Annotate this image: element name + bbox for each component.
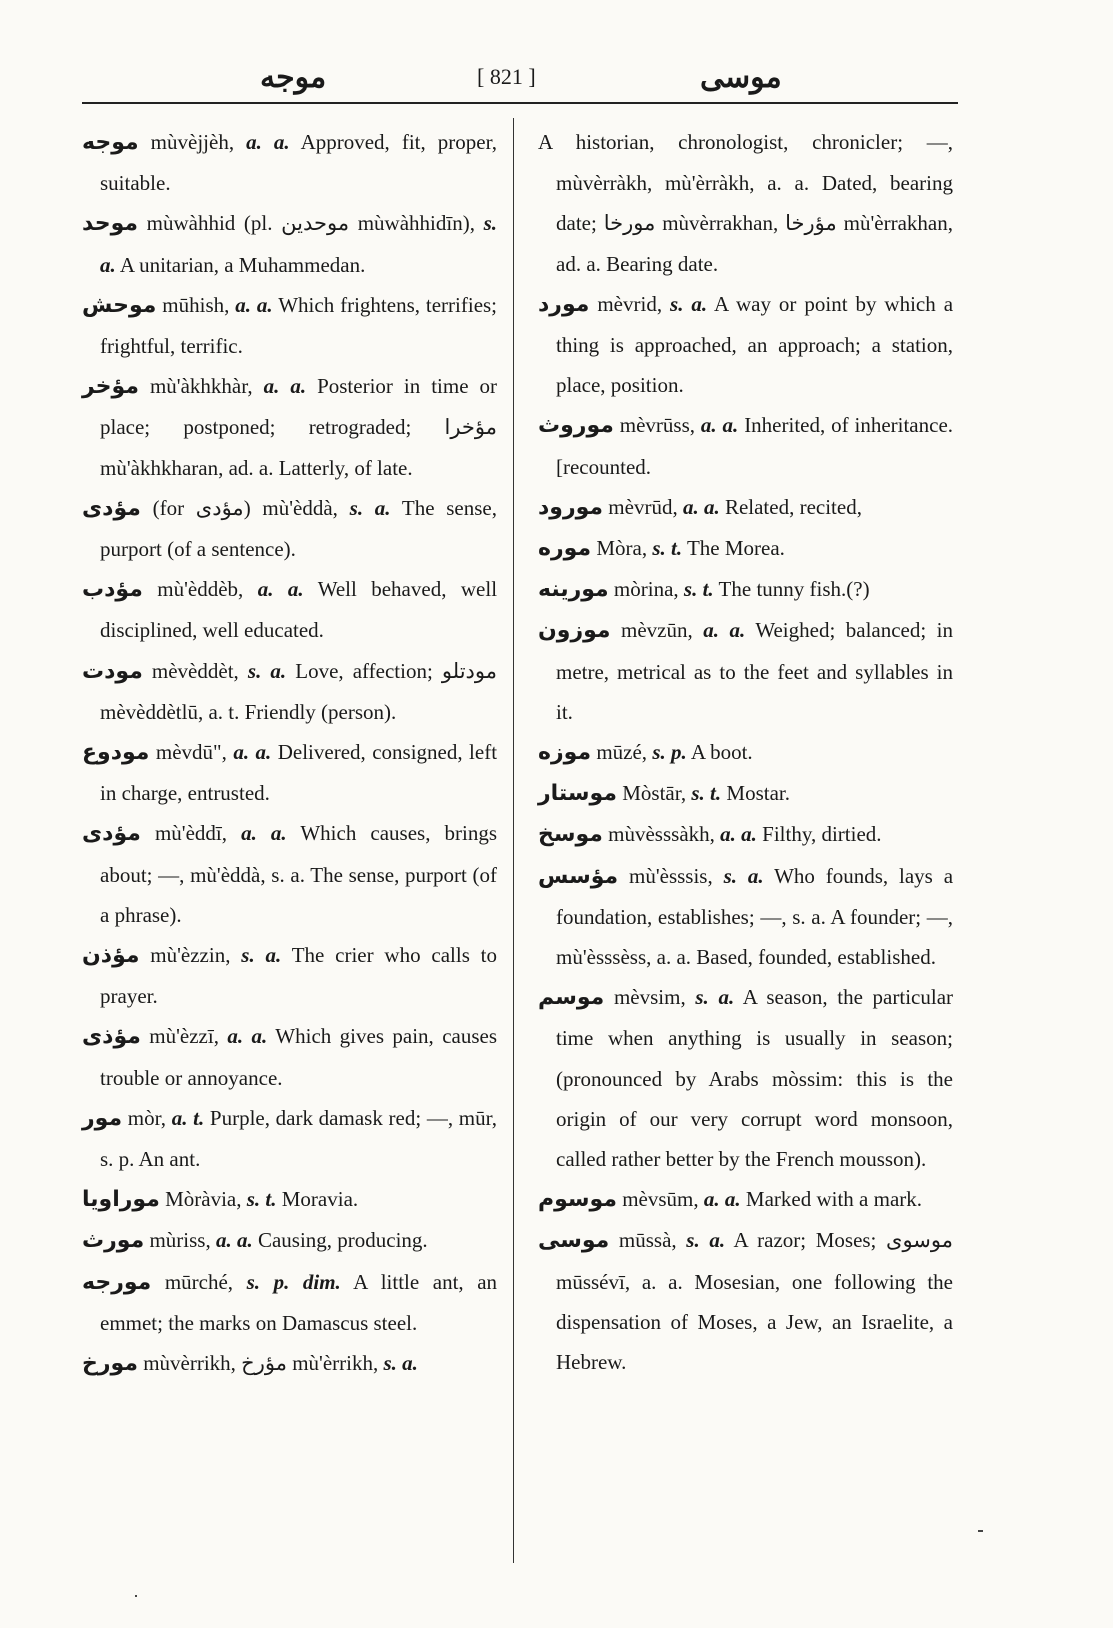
entry-transliteration: mù'àkhkhàr, <box>149 374 253 399</box>
entry-part-of-speech: a. a. <box>235 292 273 317</box>
dictionary-entry <box>82 1262 497 1343</box>
entry-part-of-speech: s. p. <box>652 740 687 765</box>
entry-transliteration: mùvèsssàkh, <box>608 822 715 847</box>
entry-part-of-speech: s. p. dim. <box>246 1269 341 1294</box>
entry-definition: Delivered, consigned, left in charge, entrusted. <box>100 740 498 806</box>
dictionary-entry <box>538 284 953 406</box>
speck <box>978 1530 983 1532</box>
entry-arabic: موسخ <box>538 822 603 848</box>
entry-part-of-speech: a. a. <box>241 821 287 846</box>
entry-arabic: مؤدب <box>82 577 143 603</box>
entry-arabic: موسى <box>538 1228 610 1254</box>
entry-part-of-speech: s. t. <box>246 1187 277 1212</box>
entry-transliteration: mù'èsssis, <box>629 863 713 888</box>
entry-definition: Which gives pain, causes trouble or annoyance. <box>100 1024 498 1090</box>
dictionary-entry <box>538 569 953 610</box>
entry-transliteration: mùvèjjèh, <box>150 130 235 154</box>
entry-definition: The sense, purport (of a sentence). <box>100 495 497 562</box>
entry-transliteration: mùvèrrikh, مؤرخ mù'èrrikh, <box>143 1351 379 1376</box>
entry-arabic: مورود <box>538 494 604 520</box>
entry-definition: A razor; Moses; موسوى mūssévī, a. a. Mosesian, one following the dispensation of Moses, a Jew, an Israelite, a Hebrew. <box>556 1228 953 1375</box>
entry-transliteration: mèvèddèt, <box>151 658 239 683</box>
entry-definition: Marked with a mark. <box>745 1187 923 1212</box>
entry-definition: Moravia. <box>281 1187 359 1212</box>
entry-definition: Approved, fit, proper, suitable. <box>100 130 498 196</box>
dictionary-entry <box>82 366 497 488</box>
entry-part-of-speech: a. a. <box>263 374 307 399</box>
entry-definition: Who founds, lays a foundation, establishes; —, s. a. A founder; —, mù'èsssèss, a. a. Based, founded, established. <box>556 863 954 970</box>
entry-transliteration: mèvrūss, <box>619 413 696 438</box>
entry-part-of-speech: a. a. <box>227 1024 268 1049</box>
entry-definition: Which causes, brings about; —, mù'èddà, s. a. The sense, purport (of a phrase). <box>100 821 498 927</box>
entry-transliteration: mù'èzzin, <box>150 943 231 968</box>
dictionary-entry <box>538 773 953 814</box>
entry-definition: Which frightens, terrifies; frightful, terrific. <box>100 292 498 359</box>
entry-arabic: موحد <box>82 211 138 237</box>
entry-arabic: مورخ <box>82 1351 138 1377</box>
dictionary-entry <box>538 122 953 284</box>
dictionary-entry <box>538 528 953 569</box>
entry-definition: A season, the particular time when anything is usually in season; (pronounced by Arabs mòssim: this is the origin of our very corrupt word monsoon, called rather better by the French mousson). <box>556 985 954 1172</box>
entry-definition: Posterior in time or place; postponed; retrograded; مؤخرا mù'àkhkharan, ad. a. Latterly, of late. <box>100 374 498 480</box>
entry-definition: The crier who calls to prayer. <box>100 943 498 1009</box>
entry-transliteration: mèvdū", <box>155 740 227 765</box>
entry-transliteration: mùriss, <box>149 1228 211 1253</box>
entry-arabic: موروث <box>538 413 614 439</box>
dictionary-entry <box>538 814 953 855</box>
entry-transliteration: mòr, <box>127 1105 167 1130</box>
dictionary-entry <box>82 813 497 935</box>
entry-arabic: موزه <box>538 740 592 766</box>
entry-definition: Weighed; balanced; in metre, metrical as to the feet and syllables in it. <box>556 618 954 724</box>
entry-part-of-speech: a. a. <box>703 1187 741 1212</box>
entry-arabic: موره <box>538 536 592 562</box>
entry-transliteration: mèvsim, <box>613 985 686 1010</box>
entry-transliteration: mùwàhhid (pl. موحدين mùwàhhidīn), <box>146 211 475 236</box>
entry-arabic: مؤدى <box>82 495 141 521</box>
entry-arabic: مؤدى <box>82 821 141 847</box>
dictionary-entry <box>82 935 497 1016</box>
dictionary-entry <box>82 569 497 650</box>
entry-arabic: مودت <box>82 658 143 684</box>
entry-part-of-speech: s. a. <box>349 495 391 520</box>
entry-transliteration: Mòstār, <box>622 781 687 806</box>
entry-part-of-speech: s. a. <box>100 211 498 277</box>
entry-arabic: مودوع <box>82 740 150 766</box>
entry-part-of-speech: s. a. <box>383 1351 418 1376</box>
entry-arabic: مؤسس <box>538 863 619 889</box>
entry-definition: Mostar. <box>726 781 790 806</box>
dictionary-entry <box>538 487 953 528</box>
entry-definition: A historian, chronologist, chronicler; —, mùvèrràkh, mù'èrràkh, a. a. Dated, bearing date; مورخا mùvèrrakhan, مؤرخا mù'èrrakhan, ad. a. Bearing date. <box>538 130 953 276</box>
entry-definition: Love, affection; مودتلو mèvèddètlū, a. t. Friendly (person). <box>100 658 498 724</box>
entry-transliteration: mù'èzzī, <box>149 1024 219 1049</box>
entry-arabic: مؤخر <box>82 374 139 400</box>
dictionary-entry <box>82 488 497 569</box>
dictionary-entry <box>538 1220 953 1382</box>
entry-definition: The Morea. <box>686 536 785 561</box>
left-running-head: موجه <box>260 61 327 94</box>
entry-transliteration: mù'èddī, <box>154 821 227 846</box>
entry-part-of-speech: a. a. <box>682 494 720 519</box>
entry-transliteration: Mòràvia, <box>165 1187 242 1212</box>
entry-part-of-speech: s. a. <box>670 291 708 316</box>
entry-arabic: موحش <box>82 292 157 318</box>
entry-part-of-speech: a. a. <box>215 1228 253 1253</box>
entry-arabic: مورث <box>82 1228 145 1254</box>
entry-arabic: مؤذن <box>82 943 140 969</box>
dictionary-entry <box>538 856 953 978</box>
dictionary-entry <box>538 977 953 1179</box>
entry-transliteration: mūssà, <box>618 1228 677 1253</box>
entry-arabic: موراويا <box>82 1187 160 1213</box>
dictionary-entry <box>82 1016 497 1097</box>
right-column <box>538 122 953 1382</box>
left-column <box>82 122 497 1384</box>
entry-definition: Causing, producing. <box>257 1228 428 1253</box>
entry-part-of-speech: s. t. <box>691 781 722 806</box>
entry-definition: A little ant, an emmet; the marks on Damascus steel. <box>100 1269 498 1335</box>
dictionary-entry <box>82 651 497 732</box>
entry-transliteration: mòrina, <box>613 577 679 602</box>
dictionary-entry <box>538 405 953 486</box>
dictionary-entry <box>538 1179 953 1220</box>
entry-transliteration: mūrché, <box>164 1269 234 1294</box>
speck <box>135 1595 137 1597</box>
entry-transliteration: mù'èddèb, <box>157 577 244 602</box>
entry-part-of-speech: a. a. <box>257 577 304 602</box>
entry-definition: Related, recited, <box>724 494 862 519</box>
entry-arabic: موسم <box>538 985 605 1011</box>
entry-part-of-speech: a. t. <box>171 1105 205 1130</box>
right-running-head: موسى <box>700 61 782 94</box>
entry-transliteration: mèvrid, <box>597 291 663 316</box>
dictionary-entry <box>82 1098 497 1179</box>
dictionary-entry <box>82 1220 497 1261</box>
entry-part-of-speech: s. a. <box>686 1228 726 1253</box>
entry-part-of-speech: s. a. <box>247 658 287 683</box>
dictionary-entry <box>82 732 497 813</box>
entry-part-of-speech: a. a. <box>720 822 757 847</box>
dictionary-entry <box>538 610 953 732</box>
entry-part-of-speech: a. a. <box>703 618 746 643</box>
entry-transliteration: mèvrūd, <box>608 494 678 519</box>
dictionary-entry <box>538 732 953 773</box>
dictionary-entry <box>82 1343 497 1384</box>
entry-part-of-speech: a. a. <box>233 740 272 765</box>
entry-definition: Inherited, of inheritance. [recounted. <box>556 413 954 479</box>
entry-part-of-speech: s. t. <box>652 536 683 561</box>
entry-arabic: مورد <box>538 291 590 317</box>
entry-arabic: موجه <box>82 130 139 155</box>
entry-part-of-speech: s. t. <box>683 577 714 602</box>
entry-arabic: مورينه <box>538 577 609 603</box>
page-header <box>82 58 958 104</box>
entry-part-of-speech: a. a. <box>246 130 290 154</box>
dictionary-entry <box>82 122 497 203</box>
entry-arabic: مور <box>82 1105 123 1131</box>
entry-part-of-speech: s. a. <box>241 943 282 968</box>
dictionary-entry <box>82 1179 497 1220</box>
entry-definition: A boot. <box>690 740 753 765</box>
dictionary-entry <box>82 203 497 284</box>
entry-part-of-speech: a. a. <box>700 413 739 438</box>
dictionary-entry <box>82 285 497 366</box>
entry-arabic: مورجه <box>82 1269 152 1295</box>
entry-arabic: موسوم <box>538 1187 617 1213</box>
entry-transliteration: Mòra, <box>596 536 648 561</box>
entry-arabic: موستار <box>538 781 617 807</box>
entry-definition: The tunny fish.(?) <box>718 577 870 602</box>
entry-definition: A way or point by which a thing is approached, an approach; a station, place, position. <box>556 291 954 398</box>
entry-transliteration: (for مؤدى) mù'èddà, <box>152 495 338 520</box>
entry-definition: Filthy, dirtied. <box>762 822 882 847</box>
entry-definition: A unitarian, a Muhammedan. <box>119 252 366 277</box>
entry-part-of-speech: s. a. <box>695 985 735 1010</box>
entry-arabic: مؤذى <box>82 1024 141 1050</box>
entry-part-of-speech: s. a. <box>723 863 764 888</box>
column-divider <box>513 118 514 1563</box>
entry-definition: Well behaved, well disciplined, well educated. <box>100 577 498 643</box>
entry-transliteration: mūhish, <box>162 292 230 317</box>
entry-transliteration: mūzé, <box>596 740 648 765</box>
entry-transliteration: mèvsūm, <box>622 1187 699 1212</box>
entry-transliteration: mèvzūn, <box>621 618 693 643</box>
entry-arabic: موزون <box>538 618 611 644</box>
page-number: [ 821 ] <box>477 64 536 89</box>
entry-definition: Purple, dark damask red; —, mūr, s. p. An ant. <box>100 1105 497 1172</box>
